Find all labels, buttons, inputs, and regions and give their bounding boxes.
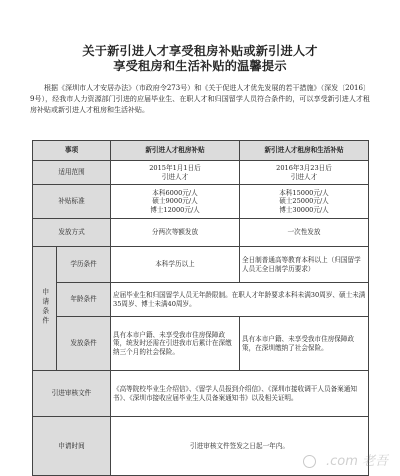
row-label-scope: 适用范围 (33, 161, 111, 185)
education-rent-subsidy: 本科学历以上 (111, 247, 240, 283)
method-rent-subsidy: 分两次等额发放 (111, 219, 240, 247)
application-time: 引进审核文件签发之日起一年内。 (111, 417, 369, 476)
method-rent-living-subsidy: 一次性发放 (240, 219, 369, 247)
watermark-logo-icon (303, 455, 316, 468)
header-item: 事项 (33, 141, 111, 161)
notice-title (30, 0, 370, 74)
education-rent-living-subsidy: 全日制普通高等教育本科以上（归国留学人员无全日制学历要求） (240, 247, 369, 283)
row-label-age: 年龄条件 (57, 283, 111, 317)
table-row (33, 317, 369, 371)
age-condition: 应届毕业生和归国留学人员无年龄限制。在职人才年龄要求本科未满30周岁、硕士未满35周岁、博士未满40周岁。 (111, 283, 369, 317)
header-rent-subsidy: 新引进人才租房补贴 (111, 141, 240, 161)
table-row (33, 417, 369, 476)
issue-rent-subsidy: 具有本市户籍、未享受我市住房保障政策，统发时还需在引进我市后累计在深缴纳三个月的社会保险。 (111, 317, 240, 371)
table-header-row (33, 141, 369, 161)
standard-rent-living-subsidy: 本科15000元/人 硕士25000元/人 博士30000元/人 (240, 185, 369, 219)
scope-rent-living-subsidy: 2016年3月23日后 引进人才 (240, 161, 369, 185)
issue-rent-living-subsidy: 具有本市户籍、未享受我市住房保障政策，在深圳缴纳了社会保险。 (240, 317, 369, 371)
table-row (33, 161, 369, 185)
table-row (33, 247, 369, 283)
row-label-issue: 发放条件 (57, 317, 111, 371)
header-rent-living-subsidy: 新引进人才租房和生活补贴 (240, 141, 369, 161)
row-label-review: 引进审核文件 (33, 371, 111, 417)
intro-paragraph: 根据《深圳市人才安居办法》（市政府令273号）和《关于促进人才优先发展的若干措施》（深发〔2016〕9号），经我市人力资源部门引进的应届毕业生、在职人才和归国留学人员符合条件的，可以享受新引进人才租房补贴或新引进人才租房和生活补贴。 (30, 84, 370, 114)
subsidy-table (32, 140, 369, 476)
table-row (33, 371, 369, 417)
row-label-method: 发放方式 (33, 219, 111, 247)
table-row (33, 283, 369, 317)
row-label-standard: 补贴标准 (33, 185, 111, 219)
standard-rent-subsidy: 本科6000元/人 硕士9000元/人 博士12000元/人 (111, 185, 240, 219)
scope-rent-subsidy: 2015年1月1日后 引进人才 (111, 161, 240, 185)
title-line-2: 享受租房和生活补贴的温馨提示 (113, 59, 287, 73)
watermark: .com 老吾 (325, 454, 388, 469)
title-line-1: 关于新引进人才享受租房补贴或新引进人才 (82, 44, 318, 58)
row-label-education: 学历条件 (57, 247, 111, 283)
row-label-time: 申请时间 (33, 417, 111, 476)
conditions-group-label: 申请条件 (33, 247, 57, 371)
table-row (33, 219, 369, 247)
review-documents: 《高等院校毕业生介绍信》、《留学人员报到介绍信》、《深圳市接收调干人员备案通知书》、《深圳市接收应届毕业生人员备案通知书》以及相关证明。 (111, 371, 369, 417)
table-row (33, 185, 369, 219)
